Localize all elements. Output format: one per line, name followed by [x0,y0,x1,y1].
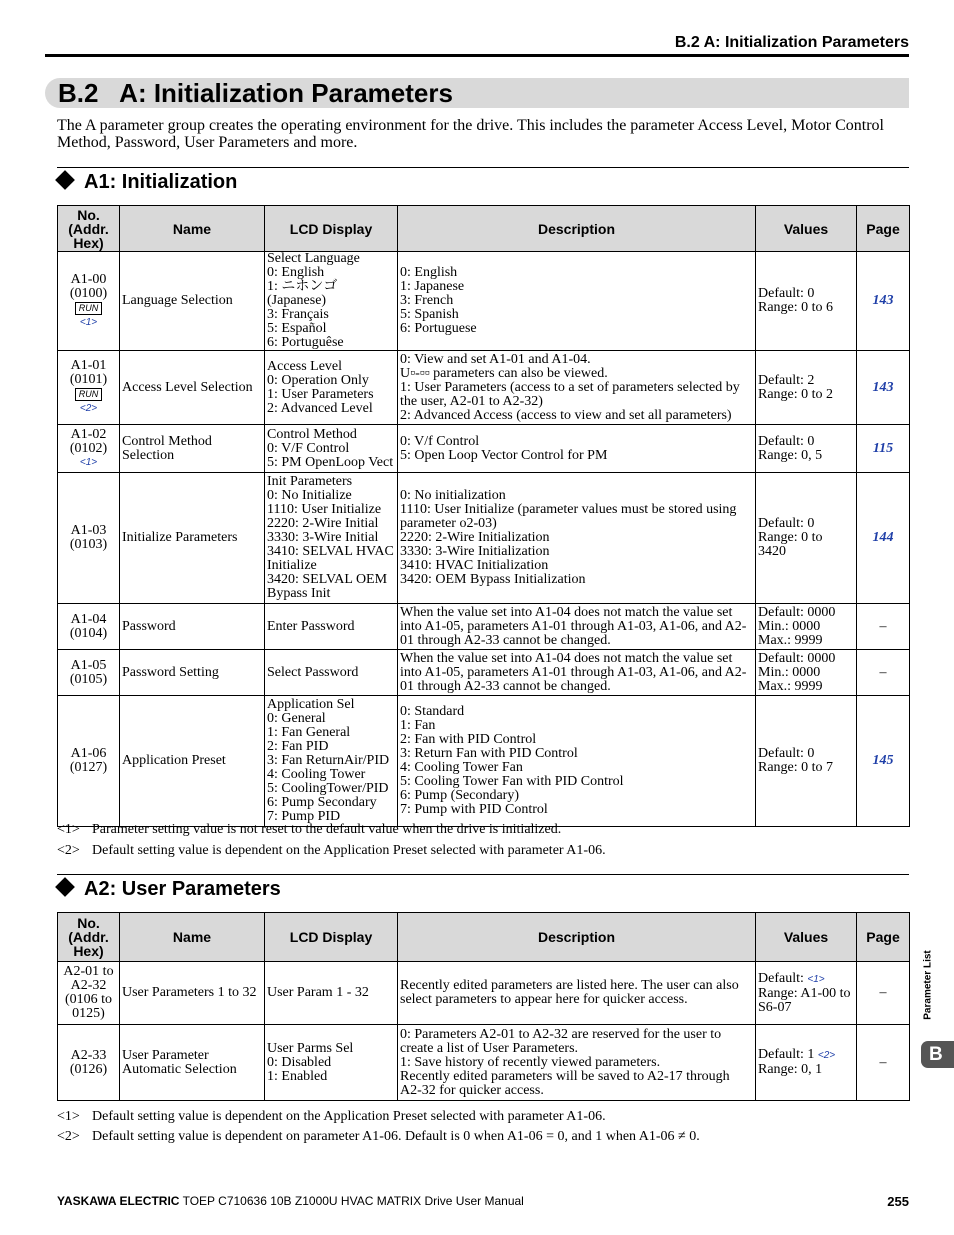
description-cell [398,1025,756,1101]
description-cell [398,351,756,425]
table-row [58,962,910,1025]
description-line: 6: Pump (Secondary) [400,788,519,803]
page-dash: – [857,1025,910,1101]
section-title-bar [45,78,909,108]
value-line: Default: 0000 [758,604,836,620]
lcd-line: 5: CoolingTower/PID [267,781,389,796]
param-number: A1-01 [70,358,107,373]
heading-a2 [55,878,281,901]
a2-parameter-table [57,912,910,1101]
lcd-display-cell [265,696,398,827]
param-number-cell [58,650,120,696]
description-cell [398,425,756,473]
col-header-name: Name [120,913,265,962]
table-row [58,425,910,473]
lcd-line: Application Sel [267,697,355,712]
param-address: (0101) [69,372,108,387]
value-line: Default: 0 [758,516,815,531]
values-cell [756,650,857,696]
diamond-bullet-icon [55,877,75,897]
page-link[interactable]: 144 [857,473,910,604]
description-cell [398,252,756,351]
lcd-line: 3410: SELVAL HVAC Initialize [267,544,394,573]
param-address: (0126) [69,1061,108,1077]
param-address: (0106 to 0125) [64,992,113,1021]
footnote-ref: <1> [79,316,98,328]
param-address: (0103) [69,537,108,552]
value-line: Range: 0 to 7 [758,760,834,775]
footer [57,1194,524,1208]
heading-a2-text: A2: User Parameters [84,878,281,900]
description-line: 3410: HVAC Initialization [400,558,549,573]
lcd-display-cell [265,252,398,351]
a2-footnote-2: <2> Default setting value is dependent on parameter A1-06. Default is 0 when A1-06 = 0, and 1 when A1-06 ≠ 0. [57,1129,700,1144]
description-line: Recently edited parameters will be saved to A2-17 through A2-32 for quicker access. [400,1068,730,1098]
param-number: A2-01 to A2-32 [63,964,114,993]
lcd-line: 3: Français [267,307,329,322]
param-number: A1-06 [70,746,107,761]
lcd-line: Select Language [267,251,360,266]
section-rule-a1 [57,167,909,168]
param-number-cell [58,604,120,650]
col-header-description: Description [398,206,756,252]
diamond-bullet-icon [55,170,75,190]
lcd-display-cell [265,473,398,604]
footer-company: YASKAWA ELECTRIC [57,1194,180,1208]
value-line: Min.: 0000 [758,664,821,680]
values-cell [756,473,857,604]
description-cell [398,962,756,1025]
table-row [58,351,910,425]
lcd-line: 0: No Initialize [267,488,352,503]
description-line: 5: Open Loop Vector Control for PM [400,447,608,463]
page-dash: – [857,650,910,696]
lcd-line: 0: V/F Control [267,440,350,456]
col-header-lcd: LCD Display [265,913,398,962]
lcd-line: 1: ニホンゴ (Japanese) [267,279,338,308]
param-name: Password Setting [120,650,265,696]
param-address: (0102) [69,440,108,456]
footnote-ref: <2> [817,1050,836,1061]
col-header-values: Values [756,206,857,252]
col-header-values: Values [756,913,857,962]
value-line: Range: A1-00 to S6-07 [758,985,851,1015]
param-number-cell [58,473,120,604]
chapter-tab: B [921,1041,954,1068]
param-address: (0127) [69,760,108,775]
lcd-line: 1: Fan General [267,725,351,740]
lcd-display-cell [265,650,398,696]
description-line: 1110: User Initialize (parameter values must be stored using parameter o2-03) [400,502,737,531]
lcd-line: 4: Cooling Tower [267,767,366,782]
value-line: Default: 0 [758,286,815,301]
page-link[interactable]: 143 [857,252,910,351]
page-dash: – [857,962,910,1025]
run-badge: RUN [75,302,103,315]
values-cell [756,351,857,425]
description-line: 6: Portuguese [400,321,477,336]
lcd-line: 5: Español [267,321,327,336]
param-name: User Parameter Automatic Selection [120,1025,265,1101]
page-link[interactable]: 115 [857,425,910,473]
description-line: 4: Cooling Tower Fan [400,760,523,775]
param-address: (0104) [69,625,108,641]
param-number-cell [58,962,120,1025]
description-line: 3420: OEM Bypass Initialization [400,572,586,587]
lcd-line: 2220: 2-Wire Initial [267,516,379,531]
table-row [58,650,910,696]
lcd-line: 2: Advanced Level [267,400,373,416]
col-header-page: Page [857,206,910,252]
param-number: A1-02 [70,426,107,442]
intro-paragraph: The A parameter group creates the operating environment for the drive. This includes the parameter Access Level, Motor Control Method, Password, User Parameters and more. [57,117,884,151]
value-line: Default: 0 [758,433,815,449]
param-number-cell [58,252,120,351]
footnote-ref: <1> [79,456,98,468]
run-badge: RUN [75,388,103,401]
lcd-line: 0: Operation Only [267,372,369,388]
col-header-name: Name [120,206,265,252]
param-number-cell [58,696,120,827]
value-line: Default: 2 [758,372,815,388]
lcd-line: 6: Pump Secondary [267,795,377,810]
running-header: B.2 A: Initialization Parameters [674,34,909,51]
param-address: (0100) [69,285,108,301]
param-number-cell [58,425,120,473]
param-number-cell [58,351,120,425]
heading-a1 [55,171,237,194]
header-rule [45,54,909,57]
values-cell [756,1025,857,1101]
description-line: 0: No initialization [400,488,506,503]
description-cell [398,473,756,604]
table-row [58,252,910,351]
description-line: Recently edited parameters are listed here. The user can also select parameters to appear here for quicker access. [400,978,739,1007]
param-number: A1-00 [70,271,107,287]
lcd-line: Init Parameters [267,474,353,489]
values-cell [756,425,857,473]
lcd-line: 2: Fan PID [267,739,329,754]
table-row [58,1025,910,1101]
a2-footnote-1: <1> Default setting value is dependent on the Application Preset selected with parameter A1-06. [57,1109,606,1124]
description-line: 1: User Parameters (access to a set of parameters selected by the user, A2-01 to A2-32) [400,379,740,409]
page-number: 255 [887,1194,909,1209]
lcd-line: 1110: User Initialize [267,502,382,517]
value-line: Range: 0 to 2 [758,386,834,402]
description-cell [398,650,756,696]
description-line: When the value set into A1-04 does not match the value set into A1-05, parameters A1-01 through A1-03, A1-06, and A2-01 through A2-33 cannot be changed. [400,604,747,648]
section-rule-a2 [57,874,909,875]
param-number: A2-33 [70,1047,107,1063]
lcd-line: 3420: SELVAL OEM Bypass Init [267,572,388,601]
description-line: 2220: 2-Wire Initialization [400,530,550,545]
lcd-line: Enter Password [267,618,355,634]
lcd-line: 0: Disabled [267,1054,332,1070]
value-line: Default: 0000 [758,650,836,666]
lcd-line: 3330: 3-Wire Initial [267,530,379,545]
description-line: 1: Fan [400,718,436,733]
param-name: Initialize Parameters [120,473,265,604]
col-header-lcd: LCD Display [265,206,398,252]
param-name: User Parameters 1 to 32 [120,962,265,1025]
sidebar-chapter-label: Parameter List [922,949,934,1020]
lcd-line: 6: Portuguêse [267,335,344,350]
param-number: A1-04 [70,611,107,627]
a1-parameter-table [57,205,910,827]
description-line: 1: Save history of recently viewed parameters. [400,1054,661,1070]
col-header-no: No. (Addr. Hex) [58,913,120,962]
footnote-ref: <2> [79,403,98,414]
param-number: A1-03 [70,523,107,538]
default-value-label: Default: 1 [758,1047,815,1062]
value-line [758,972,854,987]
default-value-label: Default: [758,970,804,986]
values-cell [756,696,857,827]
values-cell [756,252,857,351]
value-line: Max.: 9999 [758,678,823,694]
description-line: 0: Standard [400,704,465,719]
value-line: Range: 0 to 6 [758,300,834,315]
description-line: 5: Cooling Tower Fan with PID Control [400,774,624,789]
description-line: When the value set into A1-04 does not match the value set into A1-05, parameters A1-01 through A1-03, A1-06, and A2-01 through A2-33 cannot be changed. [400,650,747,694]
value-line: Range: 0 to 3420 [758,530,823,559]
param-name: Control Method Selection [120,425,265,473]
page-link[interactable]: 143 [857,351,910,425]
table-row [58,696,910,827]
table-row [58,473,910,604]
lcd-line: Control Method [267,426,357,442]
value-line: Default: 0 [758,746,815,761]
lcd-line: 1: User Parameters [267,386,374,402]
lcd-line: 0: General [267,711,326,726]
lcd-line: User Parms Sel [267,1040,354,1056]
description-line: 0: Parameters A2-01 to A2-32 are reserved for the user to create a list of User Parameters. [400,1026,722,1056]
value-line: Min.: 0000 [758,618,821,634]
description-line: U▫-▫▫ parameters can also be viewed. [400,365,608,381]
values-cell [756,604,857,650]
description-line: 0: English [400,265,458,280]
lcd-display-cell [265,962,398,1025]
description-line: 5: Spanish [400,307,459,322]
param-address: (0105) [69,671,108,687]
description-line: 2: Advanced Access (access to view and set all parameters) [400,407,732,423]
lcd-display-cell [265,351,398,425]
lcd-display-cell [265,425,398,473]
description-line: 0: V/f Control [400,433,480,449]
page-dash: – [857,604,910,650]
lcd-line: 5: PM OpenLoop Vect [267,454,394,470]
description-cell [398,696,756,827]
col-header-description: Description [398,913,756,962]
col-header-page: Page [857,913,910,962]
value-line: Max.: 9999 [758,632,823,648]
param-name: Password [120,604,265,650]
lcd-display-cell [265,604,398,650]
heading-a1-text: A1: Initialization [84,171,238,193]
lcd-line: 7: Pump PID [267,809,341,824]
param-number-cell [58,1025,120,1101]
description-line: 7: Pump with PID Control [400,802,548,817]
description-line: 2: Fan with PID Control [400,732,537,747]
value-line [758,1048,854,1063]
description-line: 1: Japanese [400,279,465,294]
lcd-line: Access Level [267,358,343,374]
col-header-no: No. (Addr. Hex) [58,206,120,252]
page-link[interactable]: 145 [857,696,910,827]
param-number: A1-05 [70,657,107,673]
param-name: Access Level Selection [120,351,265,425]
lcd-display-cell [265,1025,398,1101]
param-name: Language Selection [120,252,265,351]
table-row [58,604,910,650]
lcd-line: 3: Fan ReturnAir/PID [267,753,390,768]
description-line: 0: View and set A1-01 and A1-04. [400,351,591,367]
description-line: 3: French [400,293,454,308]
lcd-line: 0: English [267,265,325,280]
description-cell [398,604,756,650]
section-title: B.2 A: Initialization Parameters [58,78,453,108]
param-name: Application Preset [120,696,265,827]
values-cell [756,962,857,1025]
a1-footnote-1: <1> Parameter setting value is not reset to the default value when the drive is initialized. [57,822,562,837]
lcd-line: 1: Enabled [267,1068,328,1084]
lcd-line: Select Password [267,664,359,680]
description-line: 3330: 3-Wire Initialization [400,544,550,559]
footer-doc-title: TOEP C710636 10B Z1000U HVAC MATRIX Drive User Manual [179,1194,524,1208]
footnote-ref: <1> [807,973,825,985]
value-line: Range: 0, 1 [758,1062,823,1077]
value-line: Range: 0, 5 [758,447,823,463]
a1-footnote-2: <2> Default setting value is dependent on the Application Preset selected with parameter A1-06. [57,843,606,858]
description-line: 3: Return Fan with PID Control [400,746,578,761]
lcd-line: User Param 1 - 32 [267,985,369,1000]
